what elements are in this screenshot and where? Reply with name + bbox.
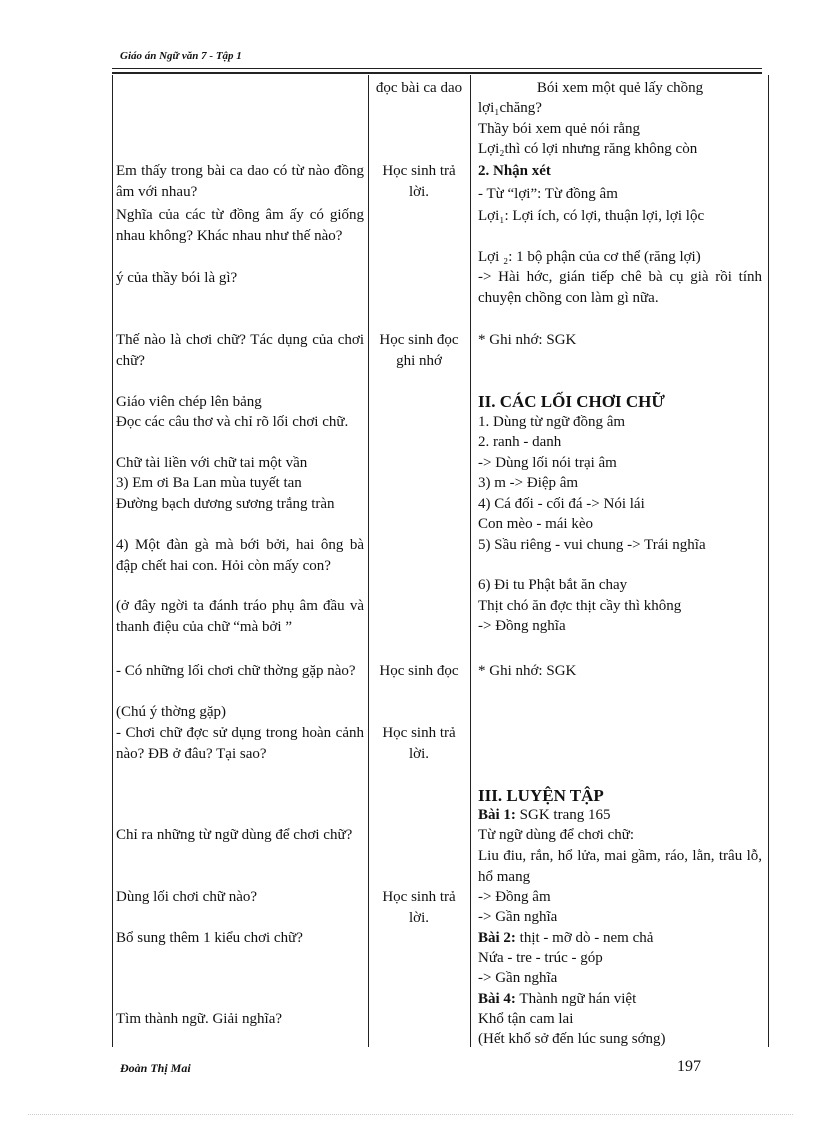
poem-line: Thầy bói xem quẻ nói rằng xyxy=(478,121,641,137)
exercise-text: thịt - mỡ dò - nem chả xyxy=(519,930,654,946)
poem-line: Bói xem một quẻ lấy chồng xyxy=(536,80,704,96)
teacher-question: Nghĩa của các từ đồng âm ấy có giống nhau không? Khác nhau như thế nào? xyxy=(116,207,364,244)
teacher-question: Thế nào là chơi chữ? Tác dụng của chơi chữ? xyxy=(116,332,364,369)
content-line: * Ghi nhớ: SGK xyxy=(478,332,577,348)
teacher-question: - Có những lối chơi chữ thờng gặp nào? xyxy=(116,663,356,679)
student-activity: đọc bài ca dao xyxy=(375,80,463,96)
teacher-example: Chữ tài liền với chữ tai một vần xyxy=(116,455,308,471)
content-line: 3) m -> Điệp âm xyxy=(478,475,579,491)
student-activity: Học sinh đọc ghi nhớ xyxy=(379,332,459,369)
table-border-left xyxy=(112,75,113,1047)
teacher-question: - Chơi chữ đợc sử dụng trong hoàn cảnh nào? ĐB ở đâu? Tại sao? xyxy=(116,725,364,762)
content-line: -> Gần nghĩa xyxy=(478,909,558,925)
teacher-example: 3) Em ơi Ba Lan mùa tuyết tan xyxy=(116,475,302,491)
content-line: -> Gần nghĩa xyxy=(478,970,558,986)
content-line: Lợi ₂: 1 bộ phận của cơ thể (răng lợi) xyxy=(478,249,701,265)
content-line: - Từ “lợi”: Từ đồng âm xyxy=(478,186,618,202)
teacher-question: Tìm thành ngữ. Giải nghĩa? xyxy=(116,1011,283,1027)
content-line: -> Dùng lối nói trại âm xyxy=(478,455,617,471)
section-heading: III. LUYỆN TẬP xyxy=(478,786,604,805)
content-line: 1. Dùng từ ngữ đồng âm xyxy=(478,414,626,430)
content-line: * Ghi nhớ: SGK xyxy=(478,663,577,679)
exercise-text: Thành ngữ hán việt xyxy=(519,991,637,1007)
content-line: Thịt chó ăn đợc thịt cầy thì không xyxy=(478,598,682,614)
content-line: Khổ tận cam lai xyxy=(478,1011,574,1027)
content-line: 5) Sầu riêng - vui chung -> Trái nghĩa xyxy=(478,537,706,553)
teacher-question: Đọc các câu thơ và chỉ rõ lối chơi chữ. xyxy=(116,414,349,430)
student-activity: Học sinh trả lời. xyxy=(382,725,456,762)
section-heading: 2. Nhận xét xyxy=(478,163,551,179)
teacher-note: Giáo viên chép lên bảng xyxy=(116,394,262,410)
page-number: 197 xyxy=(677,1058,701,1075)
teacher-example: Đường bạch dương sương trắng tràn xyxy=(116,496,335,512)
content-line: Lợi₁: Lợi ích, có lợi, thuận lợi, lợi lộc xyxy=(478,208,705,224)
content-line: -> Hài hớc, gián tiếp chê bà cụ già rồi tính chuyện chồng con làm gì nữa. xyxy=(478,269,762,306)
poem-line: lợi₁chăng? xyxy=(478,100,542,116)
content-line: -> Đồng nghĩa xyxy=(478,618,566,634)
table-divider-2 xyxy=(470,75,471,1047)
student-activity: Học sinh trả lời. xyxy=(382,889,456,926)
teacher-question: Chỉ ra những từ ngữ dùng để chơi chữ? xyxy=(116,827,353,843)
teacher-question: Bổ sung thêm 1 kiểu chơi chữ? xyxy=(116,930,303,946)
exercise-line xyxy=(478,928,762,949)
header-rule-thick xyxy=(112,72,762,74)
teacher-question: Em thấy trong bài ca dao có từ nào đồng âm với nhau? xyxy=(116,163,364,200)
content-line: 2. ranh - danh xyxy=(478,434,562,450)
table-border-right xyxy=(768,75,769,1047)
section-heading: II. CÁC LỐI CHƠI CHỮ xyxy=(478,392,665,411)
poem-line: Lợi₂thì có lợi nhưng răng không còn xyxy=(478,141,698,157)
teacher-note: (Chú ý thờng gặp) xyxy=(116,704,227,720)
header-rule xyxy=(112,68,762,69)
running-header: Giáo án Ngữ văn 7 - Tập 1 xyxy=(120,50,242,62)
table-divider-1 xyxy=(368,75,369,1047)
content-line: 6) Đi tu Phật bắt ăn chay xyxy=(478,577,628,593)
exercise-line xyxy=(478,989,762,1010)
content-line: Nứa - tre - trúc - góp xyxy=(478,950,603,966)
student-activity: Học sinh trả lời. xyxy=(382,163,456,200)
content-line: Từ ngữ dùng để chơi chữ: xyxy=(478,827,635,843)
teacher-example: 4) Một đàn gà mà bới bởi, hai ông bà đập chết hai con. Hỏi còn mấy con? xyxy=(116,537,364,574)
page-bottom-dots xyxy=(28,1114,793,1115)
student-activity: Học sinh đọc xyxy=(379,663,459,679)
exercise-text: SGK trang 165 xyxy=(519,807,611,823)
content-line: Liu điu, rắn, hổ lửa, mai gầm, ráo, lằn, trâu lỗ, hổ mang xyxy=(478,848,762,885)
content-line: -> Đồng âm xyxy=(478,889,551,905)
exercise-label: Bài 4: xyxy=(478,991,516,1007)
exercise-label: Bài 1: xyxy=(478,807,516,823)
content-line: 4) Cá đối - cối đá -> Nói lái xyxy=(478,496,645,512)
teacher-question: Dùng lối chơi chữ nào? xyxy=(116,889,258,905)
exercise-label: Bài 2: xyxy=(478,930,516,946)
content-line: Con mèo - mái kèo xyxy=(478,516,593,532)
teacher-question: ý của thầy bói là gì? xyxy=(116,270,238,286)
content-line: (Hết khổ sở đến lúc sung sớng) xyxy=(478,1031,666,1047)
footer-author: Đoàn Thị Mai xyxy=(120,1061,191,1075)
teacher-note: (ở đây ngời ta đánh tráo phụ âm đầu và thanh điệu của chữ “mà bởi ” xyxy=(116,598,364,635)
exercise-line xyxy=(478,805,762,826)
